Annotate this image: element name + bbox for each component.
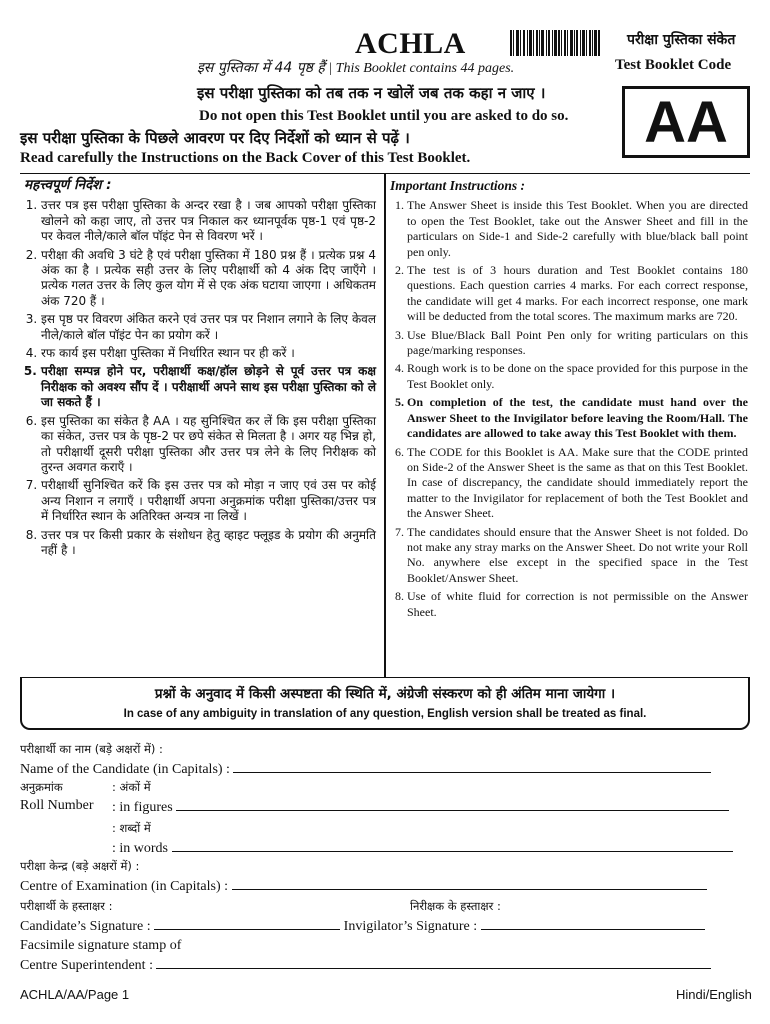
instruction-en-6: 6. The CODE for this Booklet is AA. Make sure that the CODE printed on Side-2 of the Answer Sheet is the same as that on this Test Booklet. In case of discrepancy, the candidate should immediately report the matter to the Invigilator for replacement of both the Test Booklet and the Answer Sheet.	[407, 445, 748, 522]
invigilator-signature-field[interactable]	[481, 917, 705, 930]
instruction-en-7: 7. The candidates should ensure that the Answer Sheet is not folded. Do not make any stray marks on the Answer Sheet. Do not write your Roll No. anywhere else except in the specified space in the Test Booklet/Answer Sheet.	[407, 525, 748, 587]
name-label-english	[20, 760, 711, 778]
stamp-label-line-2	[20, 956, 711, 974]
roll-number-label: Roll Number	[20, 798, 94, 813]
candidate-signature-field[interactable]	[154, 917, 340, 930]
page-footer-right: Hindi/English	[676, 987, 752, 1002]
roll-label-hindi: अनुक्रमांक	[20, 780, 63, 794]
signature-line	[20, 917, 705, 935]
roll-number-words-field[interactable]	[172, 839, 733, 852]
read-instructions-english: Read carefully the Instructions on the Back Cover of this Test Booklet.	[20, 150, 471, 166]
centre-label-hindi: परीक्षा केन्द्र (बड़े अक्षरों में) :	[20, 859, 140, 873]
figures-label-hindi: : अंकों में	[112, 780, 151, 794]
roll-number-figures-field[interactable]	[176, 798, 729, 811]
booklet-title: ACHLA	[355, 27, 466, 60]
name-label-hindi: परीक्षार्थी का नाम (बड़े अक्षरों में) :	[20, 742, 163, 756]
words-label-english	[112, 839, 733, 857]
instruction-en-2: 2. The test is of 3 hours duration and Test Booklet contains 180 questions. Each question carries 4 marks. For each correct response, the candidate will get 4 marks. For each incorrect response, one mark will be deducted from the total scores. The maximum marks are 720.	[407, 263, 748, 325]
instruction-en-5: 5. On completion of the test, the candidate must hand over the Answer Sheet to the Invigilator before leaving the Room/Hall. The candidates are allowed to take away this Test Booklet with them.	[407, 395, 748, 441]
instructions-hindi	[24, 178, 376, 561]
instruction-hi-2: 2. परीक्षा की अवधि 3 घंटे है एवं परीक्षा पुस्तिका में 180 प्रश्न हैं । प्रत्येक प्रश्न 4 अंक का है । प्रत्येक सही उत्तर के लिए परीक्षार्थी को 4 अंक दिए जाएँगे । प्रत्येक गलत उत्तर के लिए कुल योग में से एक अंक घटाया जाएगा । अधिकतम अंक 720 हैं ।	[41, 248, 376, 310]
instruction-hi-4: 4. रफ कार्य इस परीक्षा पुस्तिका में निर्धारित स्थान पर ही करें ।	[41, 346, 376, 361]
centre-label-english	[20, 877, 707, 895]
instruction-hi-8: 8. उत्तर पत्र पर किसी प्रकार के संशोधन हेतु व्हाइट फ्लूइड के प्रयोग की अनुमति नहीं है ।	[41, 528, 376, 559]
page-count-line	[197, 58, 514, 77]
instruction-en-3: 3. Use Blue/Black Ball Point Pen only for writing particulars on this page/marking responses.	[407, 328, 748, 359]
stamp-label-line-1: Facsimile signature stamp of	[20, 938, 182, 953]
figures-label-english	[112, 798, 729, 816]
code-label-hindi: परीक्षा पुस्तिका संकेत	[627, 32, 736, 48]
instruction-hi-1: 1. उत्तर पत्र इस परीक्षा पुस्तिका के अन्दर रखा है । जब आपको परीक्षा पुस्तिका खोलने को कहा जाए, तो उत्तर पत्र निकाल कर ध्यानपूर्वक पृष्ठ-1 एवं पृष्ठ-2 पर केवल नीले/काले बॉल पॉइंट पेन से विवरण भरें ।	[41, 198, 376, 244]
words-label-english-text: : in words	[112, 841, 168, 856]
candidate-name-field[interactable]	[233, 760, 711, 773]
name-label-english-text: Name of the Candidate (in Capitals) :	[20, 762, 230, 777]
instruction-hi-7: 7. परीक्षार्थी सुनिश्चित करें कि इस उत्तर पत्र को मोड़ा न जाए एवं उस पर कोई अन्य निशान न लगाएँ । परीक्षार्थी अपना अनुक्रमांक परीक्षा पुस्तिका/उत्तर पत्र में निर्धारित स्थान के अतिरिक्त अन्यत्र ना लिखें ।	[41, 478, 376, 524]
instruction-en-8: 8. Use of white fluid for correction is not permissible on the Answer Sheet.	[407, 589, 748, 620]
invigilator-signature-label-hindi: निरीक्षक के हस्ताक्षर :	[410, 899, 501, 913]
stamp-label-text: Centre Superintendent :	[20, 958, 153, 973]
do-not-open-english: Do not open this Test Booklet until you are asked to do so.	[199, 108, 569, 124]
column-divider	[384, 173, 386, 678]
code-label-english: Test Booklet Code	[615, 57, 732, 73]
barcode-icon	[510, 30, 600, 56]
page-count-separator: |	[324, 61, 336, 76]
instructions-english-heading: Important Instructions :	[390, 178, 526, 193]
centre-field[interactable]	[232, 877, 707, 890]
instruction-hi-3: 3. इस पृष्ठ पर विवरण अंकित करने एवं उत्तर पत्र पर निशान लगाने के लिए केवल नीले/काले बॉल पॉइंट पेन का प्रयोग करें ।	[41, 312, 376, 343]
centre-label-english-text: Centre of Examination (in Capitals) :	[20, 879, 229, 894]
words-label-hindi: : शब्दों में	[112, 821, 151, 835]
instruction-hi-5: 5. परीक्षा सम्पन्न होने पर, परीक्षार्थी कक्ष/हॉल छोड़ने से पूर्व उत्तर पत्र कक्ष निरीक्षक को अवश्य सौंप दें । परीक्षार्थी अपने साथ इस परीक्षा पुस्तिका को ले जा सकते हैं ।	[41, 364, 376, 410]
do-not-open-hindi: इस परीक्षा पुस्तिका को तब तक न खोलें जब तक कहा न जाए ।	[197, 84, 546, 102]
instructions-english	[390, 178, 748, 623]
page-footer-left: ACHLA/AA/Page 1	[20, 987, 130, 1002]
ambiguity-hindi: प्रश्नों के अनुवाद में किसी अस्पष्टता की स्थिति में, अंग्रेजी संस्करण को ही अंतिम माना जायेगा ।	[154, 686, 616, 702]
superintendent-stamp-field[interactable]	[156, 956, 711, 969]
candidate-signature-label-hindi: परीक्षार्थी के हस्ताक्षर :	[20, 899, 113, 913]
invigilator-signature-label: Invigilator’s Signature :	[343, 919, 478, 934]
instructions-hindi-heading: महत्त्वपूर्ण निर्देश :	[24, 177, 112, 193]
booklet-code-box: AA	[622, 86, 750, 158]
instruction-hi-6: 6. इस पुस्तिका का संकेत है AA । यह सुनिश्चित कर लें कि इस परीक्षा पुस्तिका का संकेत, उत्तर पत्र के पृष्ठ-2 पर छपे संकेत से मिलता है । अगर यह भिन्न हो, तो परीक्षार्थी दूसरी परीक्षा पुस्तिका और उत्तर पत्र लेने के लिए निरीक्षक को तुरन्त अवगत कराएँ ।	[41, 414, 376, 476]
figures-label-english-text: : in figures	[112, 800, 173, 815]
instruction-en-4: 4. Rough work is to be done on the space provided for this purpose in the Test Booklet only.	[407, 361, 748, 392]
instruction-en-1: 1. The Answer Sheet is inside this Test Booklet. When you are directed to open the Test Booklet, take out the Answer Sheet and fill in the particulars on Side-1 and Side-2 carefully with blue/black ball point pen only.	[407, 198, 748, 260]
read-instructions-hindi: इस परीक्षा पुस्तिका के पिछले आवरण पर दिए निर्देशों को ध्यान से पढ़ें ।	[20, 129, 410, 147]
ambiguity-english: In case of any ambiguity in translation of any question, English version shall be treated as final.	[123, 708, 647, 720]
page-count-english: This Booklet contains 44 pages.	[335, 61, 515, 76]
candidate-signature-label: Candidate’s Signature :	[20, 919, 151, 934]
page-count-hindi: इस पुस्तिका में 44 पृष्ठ हैं	[197, 60, 325, 76]
